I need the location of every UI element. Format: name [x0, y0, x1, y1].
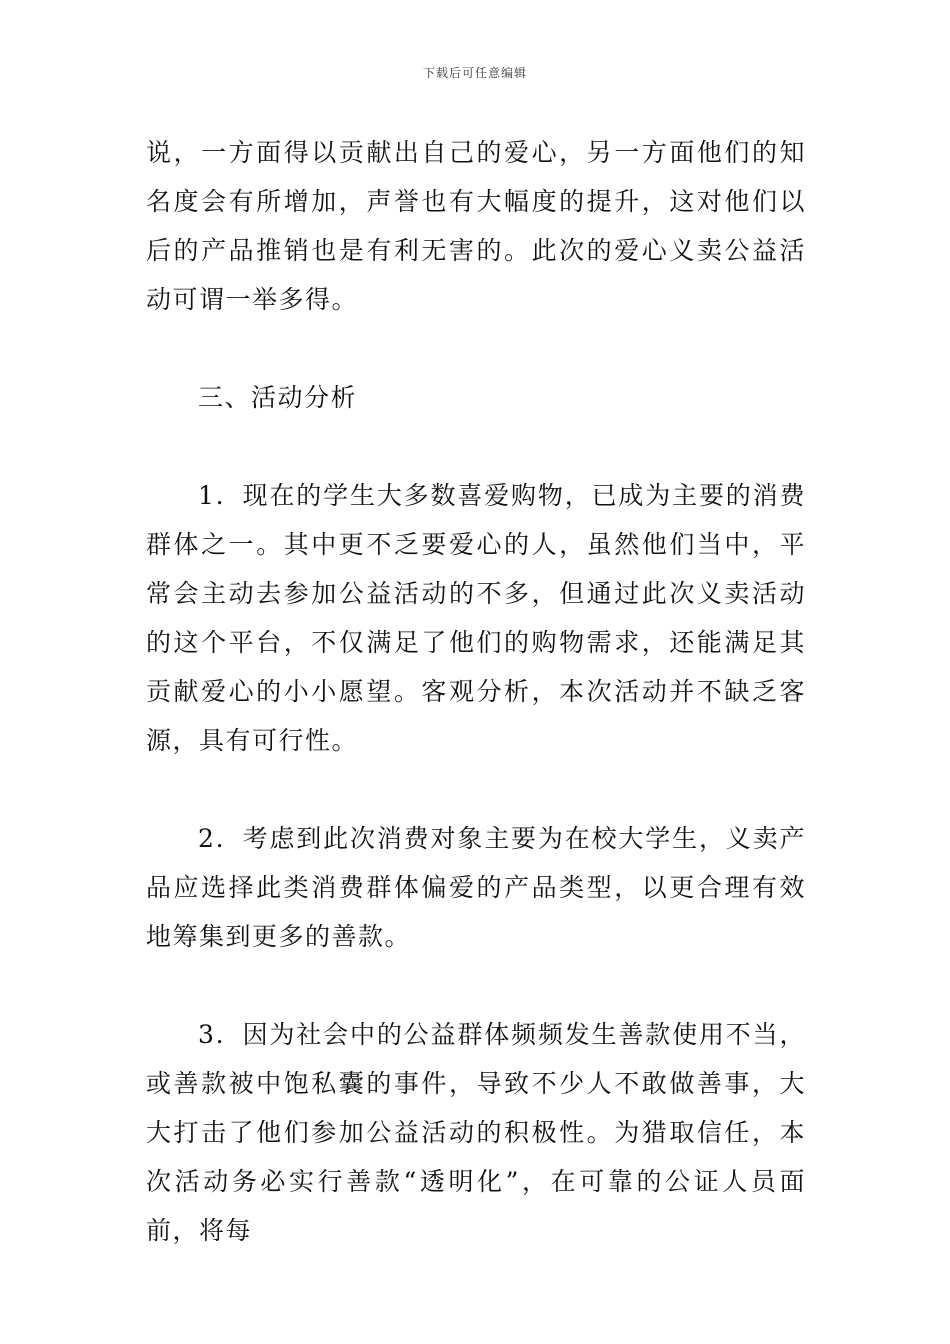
paragraph-point-3: 3．因为社会中的公益群体频频发生善款使用不当，或善款被中饱私囊的事件，导致不少人不敢做善事，大大打击了他们参加公益活动的积极性。为猎取信任，本次活动务必实行善款“透明化”，在可靠的公证人员面前，将每: [146, 1020, 806, 1245]
paragraph-point-1: 1．现在的学生大多数喜爱购物，已成为主要的消费群体之一。其中更不乏要爱心的人，虽然他们当中，平常会主动去参加公益活动的不多，但通过此次义卖活动的这个平台，不仅满足了他们的购物需求，还能满足其贡献爱心的小小愿望。客观分析，本次活动并不缺乏客源，具有可行性。: [146, 481, 806, 755]
page-header: 下载后可任意编辑: [422, 66, 527, 80]
section-heading: 三、活动分析: [198, 383, 358, 412]
paragraph-continued: 说，一方面得以贡献出自己的爱心，另一方面他们的知名度会有所增加，声誉也有大幅度的提升，这对他们以后的产品推销也是有利无害的。此次的爱心义卖公益活动可谓一举多得。: [146, 138, 806, 314]
paragraph-spacer: [146, 765, 806, 814]
document-body: [146, 128, 806, 1255]
paragraph-spacer: [146, 422, 806, 471]
paragraph-point-2: 2．考虑到此次消费对象主要为在校大学生，义卖产品应选择此类消费群体偏爱的产品类型，以更合理有效地筹集到更多的善款。: [146, 824, 806, 951]
paragraph-spacer: [146, 961, 806, 1010]
paragraph-spacer: [146, 324, 806, 373]
